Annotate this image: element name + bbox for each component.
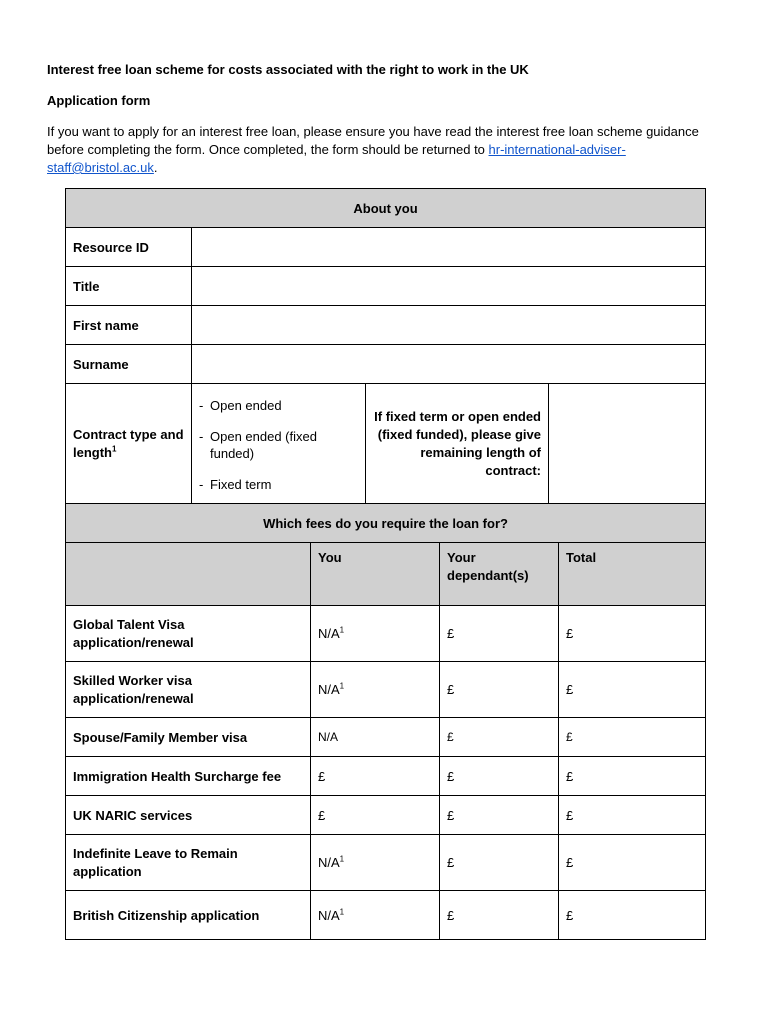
footnote-marker: 1 <box>112 444 117 454</box>
total-cell[interactable]: £ <box>559 835 706 891</box>
title-field[interactable] <box>192 267 706 306</box>
remaining-length-prompt: If fixed term or open ended (fixed funded), please give remaining length of contract: <box>366 384 549 504</box>
footnote-marker: 1 <box>339 854 345 864</box>
you-cell[interactable] <box>311 796 440 835</box>
fee-label: Global Talent Visa application/renewal <box>66 606 311 662</box>
total-cell[interactable]: £ <box>559 757 706 796</box>
you-cell[interactable] <box>311 835 440 891</box>
dependants-cell[interactable]: £ <box>440 796 559 835</box>
fee-type-column-header <box>66 543 311 606</box>
surname-field[interactable] <box>192 345 706 384</box>
about-you-table <box>65 188 706 504</box>
option-fixed-term[interactable]: - Fixed term <box>199 476 358 493</box>
option-open-ended[interactable]: - Open ended <box>199 397 358 414</box>
you-value: N/A <box>318 855 340 870</box>
fee-label: Skilled Worker visa application/renewal <box>66 662 311 718</box>
first-name-label: First name <box>66 306 192 345</box>
you-cell[interactable] <box>311 891 440 940</box>
dependants-cell[interactable]: £ <box>440 835 559 891</box>
intro-end: . <box>153 160 158 175</box>
surname-label: Surname <box>66 345 192 384</box>
total-cell[interactable]: £ <box>559 662 706 718</box>
fee-label: British Citizenship application <box>66 891 311 940</box>
form-subtitle: Application form <box>47 93 151 108</box>
dependants-cell[interactable]: £ <box>440 606 559 662</box>
you-value: N/A <box>318 626 340 641</box>
dependants-cell[interactable]: £ <box>440 891 559 940</box>
table-row <box>66 718 706 757</box>
fee-label: Immigration Health Surcharge fee <box>66 757 311 796</box>
intro-text: If you want to apply for an interest free loan, please ensure you have read the interest free loan scheme guidance before completing the form. Once completed, the form should be returned to <box>47 124 699 157</box>
you-cell[interactable] <box>311 757 440 796</box>
column-total: Total <box>559 543 706 606</box>
table-row <box>66 835 706 891</box>
total-cell[interactable]: £ <box>559 606 706 662</box>
footnote-marker: 1 <box>339 907 345 917</box>
total-cell[interactable]: £ <box>559 796 706 835</box>
you-value: N/A <box>318 730 339 744</box>
table-row <box>66 891 706 940</box>
dependants-cell[interactable]: £ <box>440 757 559 796</box>
total-cell[interactable]: £ <box>559 891 706 940</box>
fees-table <box>65 504 706 940</box>
table-row <box>66 796 706 835</box>
about-you-header: About you <box>66 189 706 228</box>
fee-label: UK NARIC services <box>66 796 311 835</box>
fees-header: Which fees do you require the loan for? <box>66 504 706 543</box>
dependants-cell[interactable]: £ <box>440 718 559 757</box>
contract-type-label <box>66 384 192 504</box>
you-cell[interactable] <box>311 718 440 757</box>
email-link[interactable]: hr-international-adviser-staff@bristol.ac.uk <box>47 142 626 175</box>
contract-type-label-text: Contract type and length <box>73 426 184 460</box>
you-value: N/A <box>318 682 340 697</box>
dependants-cell[interactable]: £ <box>440 662 559 718</box>
fee-label: Spouse/Family Member visa <box>66 718 311 757</box>
you-value: N/A <box>318 907 340 923</box>
intro-paragraph <box>47 123 717 177</box>
table-row <box>66 757 706 796</box>
footnote-marker: 1 <box>339 681 345 691</box>
remaining-length-field[interactable] <box>549 384 706 504</box>
you-value: £ <box>318 768 326 784</box>
footnote-marker: 1 <box>339 625 345 635</box>
you-value: £ <box>318 807 326 823</box>
first-name-field[interactable] <box>192 306 706 345</box>
option-open-ended-fixed-funded[interactable]: - Open ended (fixed funded) <box>199 428 358 462</box>
you-cell[interactable] <box>311 606 440 662</box>
table-row <box>66 606 706 662</box>
fee-label: Indefinite Leave to Remain application <box>66 835 311 891</box>
resource-id-label: Resource ID <box>66 228 192 267</box>
document-title: Interest free loan scheme for costs associated with the right to work in the UK <box>47 62 529 77</box>
column-dependants: Your dependant(s) <box>440 543 559 606</box>
table-row <box>66 662 706 718</box>
you-cell[interactable] <box>311 662 440 718</box>
contract-options[interactable] <box>192 384 366 504</box>
total-cell[interactable]: £ <box>559 718 706 757</box>
column-you: You <box>311 543 440 606</box>
resource-id-field[interactable] <box>192 228 706 267</box>
title-label: Title <box>66 267 192 306</box>
